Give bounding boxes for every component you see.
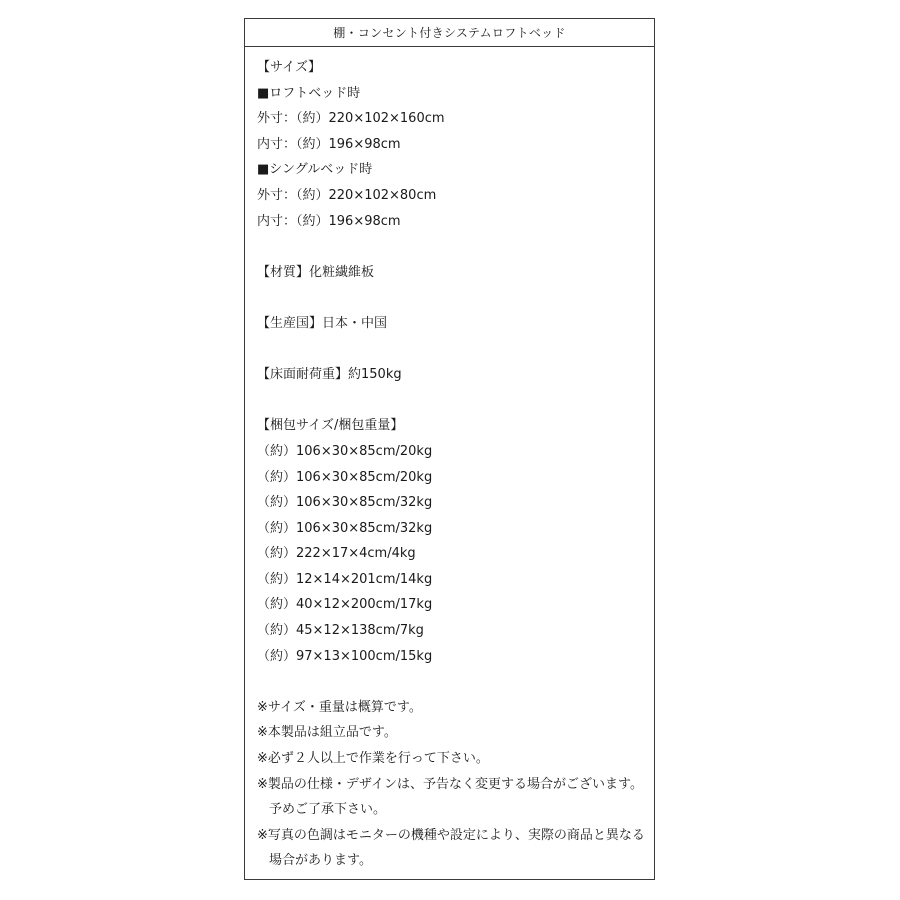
spacer (257, 669, 648, 695)
size-heading: 【サイズ】 (257, 60, 321, 75)
package-item: （約）106×30×85cm/20kg (257, 469, 433, 485)
packaging-heading: 【梱包サイズ/梱包重量】 (257, 418, 404, 434)
package-item: （約）12×14×201cm/14kg (257, 571, 433, 587)
package-item: （約）106×30×85cm/20kg (257, 443, 433, 459)
spec-table (244, 18, 655, 880)
loft-label: ■ロフトベッド時 (257, 85, 361, 101)
spacer (257, 388, 648, 414)
single-inner-size: 内寸：（約）196×98cm (257, 213, 401, 229)
note-color: ※写真の色調はモニターの機種や設定により、実際の商品と異なる (257, 827, 645, 843)
package-item: （約）40×12×200cm/17kg (257, 597, 433, 613)
note-assembly: ※本製品は組立品です。 (257, 725, 397, 741)
single-outer-size: 外寸：（約）220×102×80cm (257, 187, 437, 203)
spacer (257, 285, 648, 311)
note-approx: ※サイズ・重量は概算です。 (257, 699, 422, 715)
material: 【材質】化粧繊維板 (257, 264, 375, 280)
note-spec-change: ※製品の仕様・デザインは、予告なく変更する場合がございます。 (257, 776, 643, 792)
package-item: （約）106×30×85cm/32kg (257, 520, 433, 536)
package-item: （約）45×12×138cm/7kg (257, 623, 424, 639)
floor-load: 【床面耐荷重】約150kg (257, 367, 402, 383)
package-item: （約）222×17×4cm/4kg (257, 546, 416, 562)
loft-inner-size: 内寸：（約）196×98cm (257, 136, 401, 152)
spec-title: 棚・コンセント付きシステムロフトベッド (245, 19, 654, 47)
loft-outer-size: 外寸：（約）220×102×160cm (257, 111, 445, 127)
single-label: ■シングルベッド時 (257, 162, 373, 178)
spacer (257, 234, 648, 260)
origin: 【生産国】日本・中国 (257, 315, 388, 331)
package-item: （約）106×30×85cm/32kg (257, 495, 433, 511)
spacer (257, 337, 648, 363)
note-color-cont: 場合があります。 (269, 853, 372, 869)
note-two-people: ※必ず２人以上で作業を行って下さい。 (257, 751, 489, 767)
package-item: （約）97×13×100cm/15kg (257, 648, 433, 664)
note-spec-change-cont: 予めご了承下さい。 (269, 802, 387, 818)
spec-body (257, 55, 648, 874)
